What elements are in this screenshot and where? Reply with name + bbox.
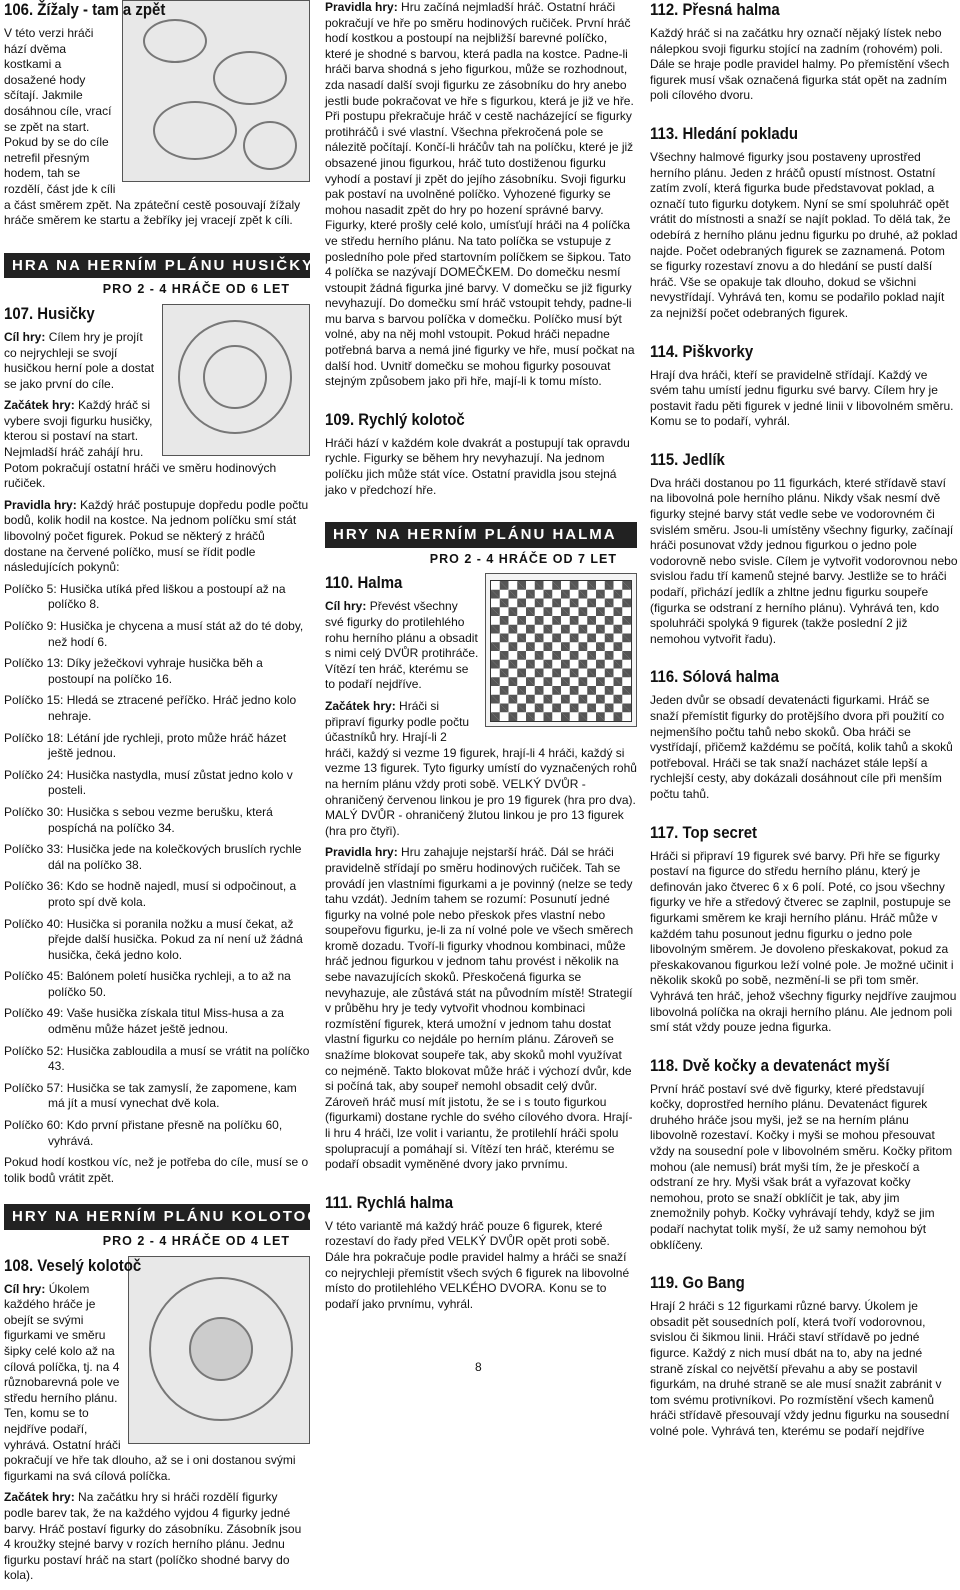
heading-112: 112. Přesná halma xyxy=(650,0,780,19)
heading-108: 108. Veselý kolotoč xyxy=(4,1255,142,1275)
label-start-107: Začátek hry: xyxy=(4,398,75,413)
carousel-board-image xyxy=(128,1256,310,1444)
text-118: První hráč postaví své dvě figurky, které představují kočky, doprostřed herního plánu. Devatenáct figurek druhého hráče jsou myši, jež se na herním plánu libovolně rozestaví. Kočky i myši se mohou přesouvat vždy na sousední pole v libovolném směru. Kočky přitom mohou (ale nemusí) brát myši tím, že je přeskočí a odstraní ze hry. Myši však brát a vyřazovat kočky nemohou, proto se snaží obklíčit je tak, aby jim znemožnily pohyb. Kočky vyhrávají tehdy, když se jim podaří nachytat tolik myší, že už samy nemohou být obklíčeny. xyxy=(650,1081,953,1252)
heading-119: 119. Go Bang xyxy=(650,1273,745,1293)
field-rule: Políčko 5: Husička utíká před liškou a postoupí až na políčko 8. xyxy=(4,581,286,612)
text-goal-107: Cílem hry je projít co nejrychleji se svojí husičkou herní pole a dostat se jako první do cíle. xyxy=(4,329,155,391)
heading-111: 111. Rychlá halma xyxy=(325,1192,454,1212)
rules-107 xyxy=(4,498,310,576)
page-number: 8 xyxy=(475,1360,482,1374)
text-goal-108: Úkolem každého hráče je obejít se svými figurkami ve směru šipky celé kolo až na cílová políčka, tj. na 4 různobarevná pole ve středu herního plánu. Ten, komu se to nejdříve podaří, vyhrává. Ostatní hráči pokračují ve hře tak dlouho, až se i oni dostanou svými figurkami na svá cílová políčka. xyxy=(4,1281,296,1483)
text-rules-107: Každý hráč postupuje dopředu podle počtu bodů, kolik hodil na kostce. Na jednom políčku smí stát libovolný počet figurek. Pokud se některý z hráčů dostane na červené políčko, musí se řídit podle následujících pokynů: xyxy=(4,497,309,575)
text-116: Jeden dvůr se obsadí devatenácti figurkami. Hráč se snaží přemístit figurky do protějšího dvora při použití co nejmenšího počtu tahů nebo skoků. Oba hráči se vystřídají, přičemž každému se počítá, kolik tahů a skoků potřeboval. Hráči se tak snaží nacházet stále lepší a rychlejší cesty, aby dokázali dosáhnout cíle při menším počtu tahů. xyxy=(650,693,953,801)
rules-110 xyxy=(325,845,637,1172)
age-note-halma: PRO 2 - 4 HRÁČE OD 7 LET xyxy=(429,551,617,566)
heading-113: 113. Hledání pokladu xyxy=(650,123,798,143)
geese-board-image xyxy=(162,304,310,456)
field-rule: Políčko 33: Husička jede na kolečkových bruslích rychle dál na políčko 38. xyxy=(4,842,302,872)
text-114: Hrají dva hráči, kteří se pravidelně střídají. Každý ve svém tahu umístí jednu figurku své barvy. Cílem hry je postavit řadu pěti figurek v jedné linii v libovolném směru. Komu se to podaří, vyhrál. xyxy=(650,367,954,429)
text-106: V této verzi hráči hází dvěma kostkami a dosažené hody sčítají. Jakmile dosáhnou cíle, vrací se zpět na start. Pokud by se do cíle netrefil přesným hodem, tah se rozdělí, část jde k cíli a část směrem zpět. Na zpáteční cestě posouvají žížaly hráče směrem ke startu a žebříky jej vracejí zpět k cíli. xyxy=(4,26,301,228)
start-108 xyxy=(4,1490,310,1584)
label-rules-108: Pravidla hry: xyxy=(325,0,398,14)
rules-108 xyxy=(325,0,637,390)
checkerboard xyxy=(490,580,632,722)
text-113: Všechny halmové figurky jsou postaveny uprostřed herního plánu. Jeden z hráčů opustí místnost. Ostatní zatím zvolí, která figurka bude představovat poklad, a označí tuto figurku dotykem. Nyní se smí spoluhráč opět vrátit do místnosti a snaží se najít poklad. To dělá tak, že odebírá z herního plánu jednu figurku po druhé, až poklad najde. Počet odebraných figurek se zaznamená. Potom se figurky rozestaví znovu a do hledání se pustí další hráč. Vše se opakuje tak dlouho, dokud se všichni nevystřídají. Vyhrává ten, komu se podařilo poklad najít za nejnižší počet odebraných figurek. xyxy=(650,149,958,320)
heading-110: 110. Halma xyxy=(325,573,403,593)
text-rules-110: Hru zahajuje nejstarší hráč. Dál se hráči pravidelně střídají po směru hodinových ručiček. Tah se provádí jen vlastními figurkami a je povinný (nelze se tedy tahu vzdát). Jedním tahem se rozumí: Posunutí jedné figurky na volné pole nebo přeskok přes vlastní nebo soupeřovu figurku, je-li za ní volné pole ve všech směrech kromě dozadu. Tvoří-li figurky vhodnou kombinaci, může hráč jednou figurkou v jednom tahu provést i několik na sebe navazujících skoků. Přeskočená figurka se nevyhazuje, ale zůstává stát na původním místě! Strategií v průběhu hry je tedy vytvořit vhodnou kombinaci rozmístění figurek, která umožní v jednom tahu dostat vlastní figurku co nejdále po herním plánu. Zároveň se snažíme blokovat soupeře tak, aby skoků mohl využívat co nejméně. Takto blokovat může hráč i výchozí dvůr, kde si počíná tak, aby soupeř nemohl obsadit celý dvůr. Zároveň hráč musí mít jistotu, že se i s touto figurkou (figurkami) dostane rychle do svého cílového dvora. Hrají-li hru 4 hráči, lze volit i variantu, že protilehlí hráči spolu spolupracují a pomáhají si. Vítězí ten hráč, kterému se podaří obsadit vyměněné dvory jako prvnímu. xyxy=(325,845,634,1172)
heading-118: 118. Dvě kočky a devatenáct myší xyxy=(650,1055,890,1075)
field-rule: Políčko 40: Husička si poranila nožku a musí čekat, až přejde další husička. Pokud za ní není už žádná husička, čeká jedno kolo. xyxy=(4,916,303,962)
banner-kolotoc: HRY NA HERNÍM PLÁNU KOLOTOČ xyxy=(4,1204,310,1230)
age-note-husicky: PRO 2 - 4 HRÁČE OD 6 LET xyxy=(102,282,290,297)
text-109: Hráči hází v každém kole dvakrát a postupují tak opravdu rychle. Figurky se během hry nevyhazují. Na jednom políčku jich může stát více. Ostatní pravidla jsou stejná jako v předchozí hře. xyxy=(325,435,630,497)
label-goal-108: Cíl hry: xyxy=(4,1281,46,1296)
field-rule: Políčko 57: Husička se tak zamyslí, že zapomene, kam má jít a musí vynechat dvě kola. xyxy=(4,1080,297,1111)
field-rule: Políčko 60: Kdo první přistane přesně na políčku 60, vyhrává. xyxy=(4,1118,283,1148)
text-115: Dva hráči dostanou po 11 figurkách, které střídavě staví na libovolná pole herního plánu. Nikdy však nesmí dvě figurky stejné barvy stát vedle sebe ve vodorovném či svislém směru. Jsou-li umístěny všechny figurky, začínají hráči posunovat vždy jednou figurkou o jedno pole vodorovně nebo svisle. Cílem je vytvořit vodorovnou nebo svislou řadu tří kamenů stejné barvy. Jestliže se to hráči podaří, přichází jedlík a zhltne jednu figurku soupeře (figurka se odstraní z herního plánu). Vyhrává ten, kdo spoluhráči spolyká 9 figurek (takže poslední 2 již nemohou vytvořit řadu). xyxy=(650,475,958,646)
label-rules-110: Pravidla hry: xyxy=(325,845,398,860)
banner-halma: HRY NA HERNÍM PLÁNU HALMA xyxy=(325,522,637,548)
label-rules-107: Pravidla hry: xyxy=(4,497,77,512)
field-rule: Políčko 45: Balónem poletí husička rychleji, a to až na políčko 50. xyxy=(4,969,291,999)
heading-109: 109. Rychlý kolotoč xyxy=(325,409,465,429)
text-rules-108: Hru začíná nejmladší hráč. Ostatní hráči pokračují ve hře po směru hodinových ručiček. První hráč hodí kostkou a postoupí na nejbližší barevné políčko, které je shodné s barvou, která padla na kostce. Padne-li hráči barva shodná s jeho figurkou, může se rozhodnout, zda nasadí další svoji figurku ze zásobníku do hry anebo jestli bude pokračovat ve hře s figurkou, která je již ve hře. Při postupu překračuje hráč v cestě nacházející se figurky protihráčů i své vlastní. Všechna překročená pole se nálezitě počítají. Končí-li hráčův tah na políčku, které je již obsazené jinou figurkou, hráč tuto dostiženou figurku vyhodí a postaví ji zpět do jejího zásobníku. Svoji figurku pak postaví na uvolněné políčko. Vyhozené figurky se mohou nasadit zpět do hry po hození správné barvy. Figurky, které prošly celé kolo, umísťují hráči na 4 políčka ve středu herního plánu. Na tato políčka se vstupuje z posledního pole před startovním políčkem se šipkou. Tato 4 políčka se nazývají DOMEČKEM. Do domečku nesmí vstoupit žádná figurka jiné barvy. V domečku se již figurky nevyhazují. Do domečku smí hráč vstoupit tehdy, padne-li mu barva s barvou políčka v domečku. Políčko musí být volné, aby na něj mohl vstoupit. Pokud hráči nepadne potřebná barva a nemá jiné figurky ve hře, musí počkat na další hod. Uvnitř domečku se mohou figurky posouvat stejným způsobem jako při hře, mají-li k tomu místo. xyxy=(325,0,635,389)
label-start-108: Začátek hry: xyxy=(4,1490,75,1505)
heading-114: 114. Piškvorky xyxy=(650,341,754,361)
text-goal-110: Převést všechny své figurky do protilehlého rohu herního plánu a obsadit s nimi celý DVŮR protihráče. Vítězí ten hráč, kterému se to podaří nejdříve. xyxy=(325,599,479,692)
banner-husicky: HRA NA HERNÍM PLÁNU HUSIČKY xyxy=(4,253,310,279)
text-117: Hráči si připraví 19 figurek své barvy. Při hře se figurky postaví na figurce do středu herního plánu, který je definován jako čtverec 6 x 6 polí. Poté, co jsou všechny figurky ve hře a středový čtverec se zaplnil, postupuje se figurkami směrem ke kraji herního plánu. Hráč může v každém tahu posunout jednu figurku o jedno pole libovolným směrem. Je dovoleno přeskakovat, pokud za přeskakovanou figurkou leží volné pole. Je možné učinit i několik skoků po sobě, nezmění-li se při tom směr. Vyhrává ten hráč, jehož všechny figurky nejdříve zaujmou libovolná políčka na okraji herního plánu. Ale jednom poli smí stát vždy pouze jedna figurka. xyxy=(650,848,957,1035)
field-rule: Políčko 24: Husička nastydla, musí zůstat jedno kolo v posteli. xyxy=(4,767,293,798)
snakes-board-image xyxy=(122,0,310,182)
age-note-kolotoc: PRO 2 - 4 HRÁČE OD 4 LET xyxy=(102,1234,290,1248)
text-start-107: Každý hráč si vybere svoji figurku husičky, kterou si postaví na start. Nejmladší hráč zahájí hru. Potom pokračují ostatní hráči ve směru hodinových ručiček. xyxy=(4,398,277,491)
text-start-108: Na začátku hry si hráči rozdělí figurky podle barev tak, že na každého vyjdou 4 figurky jedné barvy. Hráč postaví figurky do zásobníku. Zásobník jsou 4 kroužky stejné barvy v rozích herního plánu. Jednu figurku postaví hráč na start (políčko shodné barvy do kola). xyxy=(4,1490,302,1583)
text-112: Každý hráč si na začátku hry označí nějaký lístek nebo nálepkou svoji figurku stojící na zadním (rohovém) poli. Dále se hraje podle pravidel halmy. Po přemístění všech figurek musí však označená figurka stát opět na zadním poli cílového dvoru. xyxy=(650,26,950,103)
text-107-end: Pokud hodí kostkou víc, než je potřeba do cíle, musí se o tolik bodů vrátit zpět. xyxy=(4,1155,309,1185)
column-left xyxy=(4,0,321,1590)
field-rule: Políčko 13: Díky ježečkovi vyhraje husička běh a postoupí na políčko 16. xyxy=(4,656,263,686)
text-119: Hrají 2 hráči s 12 figurkami různé barvy. Úkolem je obsadit pět sousedních polí, která tvoří vodorovnou, svislou či šikmou linii. Hráči staví střídavě po jedné figurce. Každý z nich musí dbát na to, aby na jedné straně získal co největší převahu a aby se postavil figurkám, na druhé straně se ale musí snažit zabránit v tom svému protivníkovi. Po rozmístění všech kamenů hráči střídavě přesouvají vždy jednu figurku na sousední volné pole. Vyhrává ten, kterému se podaří nejdříve xyxy=(650,1299,950,1438)
field-rule: Políčko 9: Husička je chycena a musí stát až do té doby, než hodí 6. xyxy=(4,619,304,649)
label-goal-110: Cíl hry: xyxy=(325,599,367,614)
field-rule: Políčko 15: Hledá se ztracené peříčko. Hráč jedno kolo nehraje. xyxy=(4,693,297,723)
field-rules-list xyxy=(4,582,310,1149)
text-start-110: Hráči si připraví figurky podle počtu účastníků hry. Hrají-li 2 hráči, každý si vezme 19 figurek, hrají-li 4 hráči, každý si vezme 13 figurek. Tyto figurky umístí do vyznačených rohů na herním plánu vždy proti sobě. VELKÝ DVŮR - ohraničený červenou linkou je pro 19 figurek (hra pro dva). MALÝ DVŮR - ohraničený žlutou linkou je pro 13 figurek (hra pro čtyři). xyxy=(325,698,637,838)
field-rule: Políčko 36: Kdo se hodně najedl, musí si odpočinout, a proto spí dvě kola. xyxy=(4,879,297,909)
field-rule: Políčko 30: Husička s sebou vezme berušku, která pospíchá na políčko 34. xyxy=(4,804,273,835)
text-111: V této variantě má každý hráč pouze 6 figurek, které rozestaví do řady před VELKÝ DVŮR opět proti sobě. Dále hra pokračuje podle pravidel halmy a hráči se snaží co nejrychleji přemístit všech svých 6 figurek na libovolné místo do protilehlého VELKÉHO DVORA. Konu se to podaří jako prvnímu, vyhrál. xyxy=(325,1218,630,1311)
field-rule: Políčko 49: Vaše husička získala titul Miss-husa a za odměnu může házet ještě jednou. xyxy=(4,1006,284,1037)
column-right xyxy=(650,0,958,1446)
column-middle xyxy=(325,0,637,1318)
halma-board-image xyxy=(485,573,637,727)
field-rule: Políčko 52: Husička zabloudila a musí se vrátit na políčko 43. xyxy=(4,1043,310,1074)
heading-115: 115. Jedlík xyxy=(650,449,725,469)
label-goal-107: Cíl hry: xyxy=(4,329,46,344)
heading-107: 107. Husičky xyxy=(4,303,95,323)
label-start-110: Začátek hry: xyxy=(325,698,396,713)
heading-117: 117. Top secret xyxy=(650,822,758,842)
field-rule: Políčko 18: Létání jde rychleji, proto může hráč házet ještě jednou. xyxy=(4,730,287,761)
heading-106: 106. Žížaly - tam a zpět xyxy=(4,0,166,19)
heading-116: 116. Sólová halma xyxy=(650,667,779,687)
